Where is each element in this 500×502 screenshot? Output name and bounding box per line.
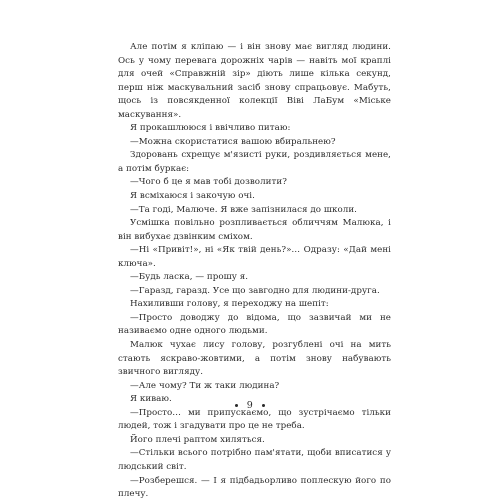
page-number-value: 9: [246, 400, 254, 411]
dialogue-line: —Просто… ми припускаємо, що зустрічаємо тільки людей, тож і згадувати про це не треба.: [118, 407, 391, 432]
dialogue-line: —Можна скористатися вашою вбиральнею?: [130, 136, 336, 147]
dialogue-line: —Чого б це я мав тобі дозволити?: [130, 177, 287, 188]
bullet-ornament-left: [235, 404, 238, 407]
paragraph: Його плечі раптом хиляться.: [130, 434, 265, 445]
paragraph: Я прокашлююся і ввічливо питаю:: [130, 123, 291, 134]
paragraph: Здоровань схрещує м'язисті руки, роздивляється мене, а потім буркає:: [118, 150, 391, 174]
dialogue-line: —Просто доводжу до відома, що зазвичай ми не називаємо одне одного людьми.: [118, 312, 391, 337]
paragraph: Малюк чухає лису голову, розгублені очі на мить стають яскраво-жовтими, а потім знову набувають звичного вигляду.: [118, 340, 391, 378]
dialogue-line: —Ні «Привіт!», ні «Як твій день?»… Одразу: «Дай мені ключа».: [118, 245, 391, 269]
dialogue-line: —Будь ласка, — прошу я.: [130, 272, 249, 283]
paragraph: Нахиливши голову, я переходжу на шепіт:: [130, 299, 329, 310]
dialogue-line: —Та годі, Малюче. Я вже запізнилася до школи.: [130, 204, 357, 215]
dialogue-line: —Стільки всього потрібно пам'ятати, щоби вписатися у людський світ.: [118, 448, 391, 472]
book-page-text: [118, 41, 391, 502]
paragraph: Я киваю.: [130, 394, 172, 405]
bullet-ornament-right: [262, 404, 265, 407]
paragraph: Але потім я кліпаю — і він знову має вигляд людини. Ось у чому перевага дорожніх чарів — навіть мої краплі для очей «Справжній зір» діють лише кілька секунд, перш ніж маскувальний засіб знову спрацьовує. Мабуть, щось із повсякденної колекції Віві ЛаБум «Міське маскування».: [118, 42, 391, 120]
paragraph: Я всміхаюся і закочую очі.: [130, 191, 255, 202]
dialogue-line: —Гаразд, гаразд. Усе що завгодно для людини-друга.: [130, 285, 380, 296]
dialogue-line: —Розберешся. — І я підбадьорливо поплескую його по плечу.: [118, 475, 391, 500]
dialogue-line: —Але чому? Ти ж таки людина?: [130, 380, 280, 391]
paragraph: Усмішка повільно розпливається обличчям Малюка, і він вибухає дзвінким сміхом.: [118, 218, 391, 242]
page-number: [0, 400, 500, 411]
